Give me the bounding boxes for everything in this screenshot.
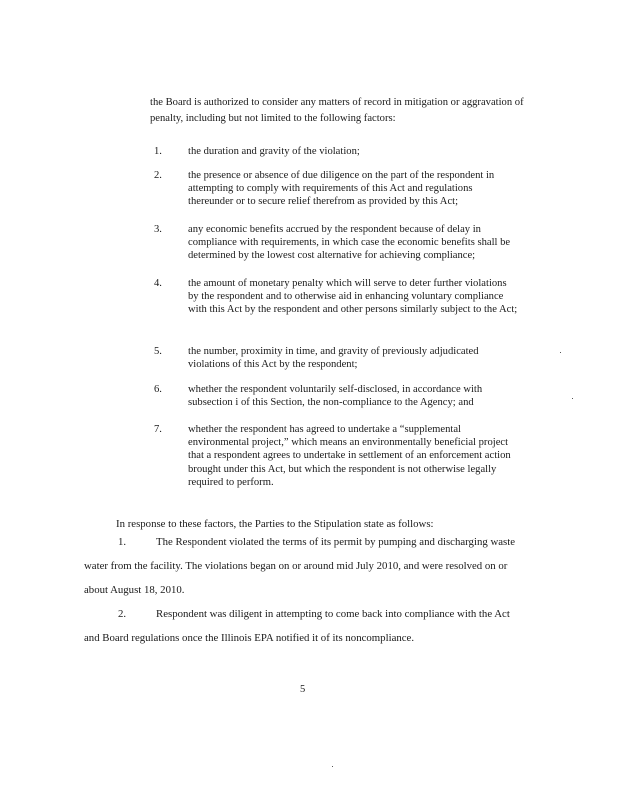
factor-number: 5. [154,346,162,357]
factor-text: whether the respondent has agreed to undertake a “supplemental environmental project,” which means an environmentally beneficial project that a respondent agrees to undertake in settlement of an enforcement action brought under this Act, but which the respondent is not otherwise legally required to perform. [188,424,511,488]
factor-number: 1. [154,146,162,157]
scan-speck [560,352,561,353]
page-number: 5 [300,684,306,695]
response-paragraph-1 [84,530,524,602]
intro-paragraph: the Board is authorized to consider any matters of record in mitigation or aggravation of penalty, including but not limited to the following factors: [150,97,524,124]
scan-speck [572,398,573,399]
paragraph-number: 2. [118,608,127,620]
factor-text: the duration and gravity of the violation; [188,146,360,157]
factor-text: the amount of monetary penalty which will serve to deter further violations by the respondent and to otherwise aid in enhancing voluntary compliance with this Act by the respondent and other persons similarly subject to the Act; [188,278,518,316]
factor-number: 2. [154,170,162,181]
factor-number: 4. [154,278,162,289]
factor-text: the number, proximity in time, and gravity of previously adjudicated violations of this Act by the respondent; [188,346,479,371]
factor-number: 3. [154,224,162,235]
factor-text: any economic benefits accrued by the respondent because of delay in compliance with requirements, in which case the economic benefits shall be determined by the lowest cost alternative for achieving compliance; [188,224,511,262]
paragraph-number: 1. [118,536,127,548]
factor-text: whether the respondent voluntarily self-disclosed, in accordance with subsection i of this Section, the non-compliance to the Agency; and [188,384,483,409]
factor-number: 6. [154,384,162,395]
paragraph-text: The Respondent violated the terms of its permit by pumping and discharging waste water from the facility. The violations began on or around mid July 2010, and were resolved on or about August 18, 2010. [84,536,516,596]
factor-text: the presence or absence of due diligence on the part of the respondent in attempting to comply with requirements of this Act and regulations thereunder or to secure relief therefrom as provided by this Act; [188,170,495,208]
scan-speck [332,766,333,767]
factor-number: 7. [154,424,162,435]
paragraph-text: Respondent was diligent in attempting to come back into compliance with the Act and Board regulations once the Illinois EPA notified it of its noncompliance. [84,608,510,644]
response-paragraph-2 [84,602,524,650]
response-lead-in: In response to these factors, the Parties to the Stipulation state as follows: [116,518,434,530]
